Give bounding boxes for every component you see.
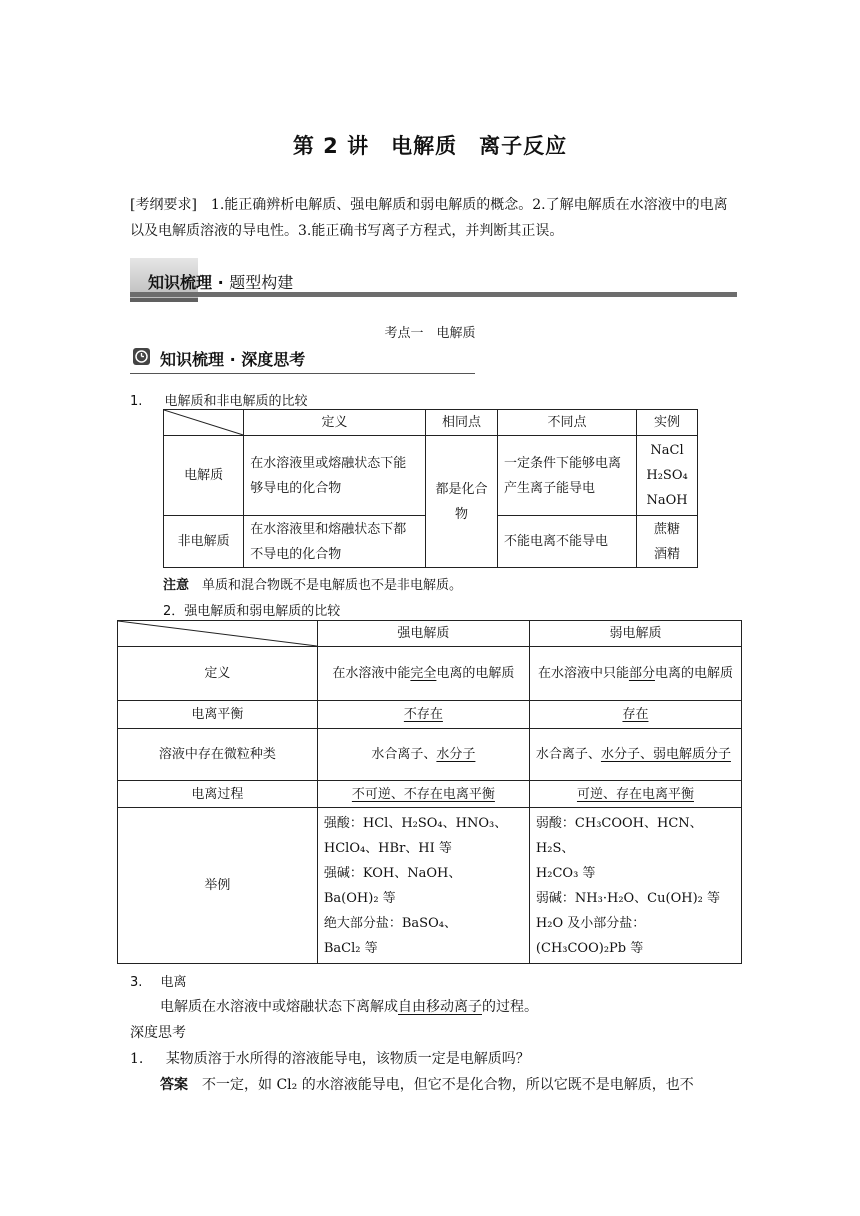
strong-examples [317, 808, 529, 964]
electrolyte-comparison-table [163, 409, 698, 568]
strong-weak-comparison-table [117, 620, 742, 964]
weak-equilibrium [529, 701, 741, 729]
weak-process [529, 781, 741, 808]
row-definition-label: 定义 [118, 647, 318, 701]
underlined-answer: 可逆、存在电离平衡 [576, 786, 694, 802]
example-line: 强酸：HCl、H₂SO₄、HNO₃、 [323, 815, 508, 831]
example-item: H₂SO₄ [646, 468, 688, 483]
item-3-heading [130, 971, 187, 990]
header-example: 实例 [637, 410, 698, 436]
row-process-label: 电离过程 [118, 781, 318, 808]
banner-title [148, 270, 293, 293]
header-difference: 不同点 [497, 410, 636, 436]
banner-dot: · [212, 273, 230, 292]
example-line: H₂O 及小部分盐： [535, 915, 646, 931]
item-1-text: 电解质和非电解质的比较 [164, 394, 308, 409]
strong-species [317, 729, 529, 781]
note [163, 574, 462, 593]
text-span: 电离的电解质 [654, 666, 733, 681]
banner-sub: 题型构建 [229, 273, 294, 292]
banner-main: 知识梳理 [148, 273, 213, 292]
ionization-definition [160, 996, 538, 1016]
question-1 [130, 1048, 530, 1068]
row-equilibrium-label: 电离平衡 [118, 701, 318, 729]
text-span: 的过程。 [482, 999, 538, 1015]
weak-definition [529, 647, 741, 701]
weak-examples [529, 808, 741, 964]
row-electrolyte-difference: 一定条件下能够电离产生离子能导电 [497, 436, 636, 516]
diagonal-header-cell [164, 410, 244, 436]
text-span: 水合离子、 [535, 747, 601, 762]
header-strong: 强电解质 [317, 621, 529, 647]
subsection-header [130, 343, 475, 374]
text-span: 在水溶液中能 [332, 666, 411, 681]
page-title: 第 2 讲 电解质 离子反应 [292, 134, 568, 158]
item-2-text: 强电解质和弱电解质的比较 [184, 604, 341, 619]
example-line: 弱酸：CH₃COOH、HCN、H₂S、 [535, 815, 703, 856]
strong-equilibrium [317, 701, 529, 729]
item-1-number: 1. [130, 394, 143, 409]
row-nonelectrolyte-examples [637, 516, 698, 568]
answer-label: 答案 [160, 1077, 188, 1093]
item-2-heading [163, 600, 340, 619]
item-2-number: 2． [163, 604, 185, 619]
row-electrolyte-definition: 在水溶液里或熔融状态下能够导电的化合物 [244, 436, 426, 516]
row-examples-label: 举例 [118, 808, 318, 964]
row-electrolyte-name: 电解质 [164, 436, 244, 516]
row-nonelectrolyte-definition: 在水溶液里和熔融状态下都不导电的化合物 [244, 516, 426, 568]
strong-definition [317, 647, 529, 701]
example-item: 蔗糖 [654, 521, 681, 537]
text-span: 电离的电解质 [436, 666, 515, 681]
example-line: Ba(OH)₂ 等 [323, 890, 396, 906]
question-text: 某物质溶于水所得的溶液能导电，该物质一定是电解质吗？ [165, 1051, 530, 1067]
exam-requirements: [考纲要求] 1.能正确辨析电解质、强电解质和弱电解质的概念。2.了解电解质在水溶液中的电离以及电解质溶液的导电性。3.能正确书写离子方程式，并判断其正误。 [130, 197, 728, 239]
section-banner [130, 258, 737, 300]
example-item: NaCl [650, 443, 684, 458]
example-item: NaOH [646, 493, 688, 508]
text-span: 水合离子、 [371, 747, 437, 762]
clock-icon [133, 348, 150, 365]
row-nonelectrolyte-name: 非电解质 [164, 516, 244, 568]
underlined-answer: 自由移动离子 [398, 999, 482, 1015]
item-1-heading [130, 390, 308, 409]
strong-process [317, 781, 529, 808]
header-definition: 定义 [244, 410, 426, 436]
row-nonelectrolyte-difference: 不能电离不能导电 [497, 516, 636, 568]
underlined-answer: 水分子、弱电解质分子 [600, 747, 731, 762]
diagonal-header-cell [118, 621, 318, 647]
underlined-answer: 存在 [622, 707, 649, 722]
example-line: 弱碱：NH₃·H₂O、Cu(OH)₂ 等 [535, 890, 720, 906]
item-3-text: 电离 [160, 975, 187, 990]
underlined-answer: 不可逆、不存在电离平衡 [351, 786, 495, 802]
row-electrolyte-examples [637, 436, 698, 516]
example-line: (CH₃COO)₂Pb 等 [535, 940, 644, 956]
example-line: BaCl₂ 等 [323, 940, 378, 956]
answer-1 [160, 1074, 694, 1094]
text-span: 在水溶液中只能 [537, 666, 629, 681]
example-line: H₂CO₃ 等 [535, 865, 596, 881]
text-span: 电解质在水溶液中或熔融状态下离解成 [160, 999, 398, 1015]
answer-text: 不一定，如 Cl₂ 的水溶液能导电，但它不是化合物，所以它既不是电解质，也不 [188, 1077, 694, 1093]
deep-think-heading: 深度思考 [130, 1025, 186, 1041]
subsection-title: 知识梳理 · 深度思考 [160, 350, 306, 369]
topic-heading: 考点一 电解质 [384, 326, 476, 341]
example-item: 酒精 [654, 546, 681, 562]
note-text: 单质和混合物既不是电解质也不是非电解质。 [189, 578, 463, 593]
header-similarity: 相同点 [425, 410, 497, 436]
underlined-answer: 不存在 [403, 707, 443, 722]
shared-similarity-cell: 都是化合物 [425, 436, 497, 568]
note-label: 注意 [163, 578, 190, 593]
example-line: 绝大部分盐：BaSO₄、 [323, 915, 457, 931]
weak-species [529, 729, 741, 781]
underlined-answer: 完全 [410, 666, 437, 681]
item-3-number: 3. [130, 975, 143, 990]
header-weak: 弱电解质 [529, 621, 741, 647]
underlined-answer: 水分子 [436, 747, 476, 762]
underlined-answer: 部分 [628, 666, 655, 681]
question-number: 1. [130, 1051, 144, 1067]
example-line: HClO₄、HBr、HI 等 [323, 840, 452, 856]
example-line: 强碱：KOH、NaOH、 [323, 865, 462, 881]
row-species-label: 溶液中存在微粒种类 [118, 729, 318, 781]
